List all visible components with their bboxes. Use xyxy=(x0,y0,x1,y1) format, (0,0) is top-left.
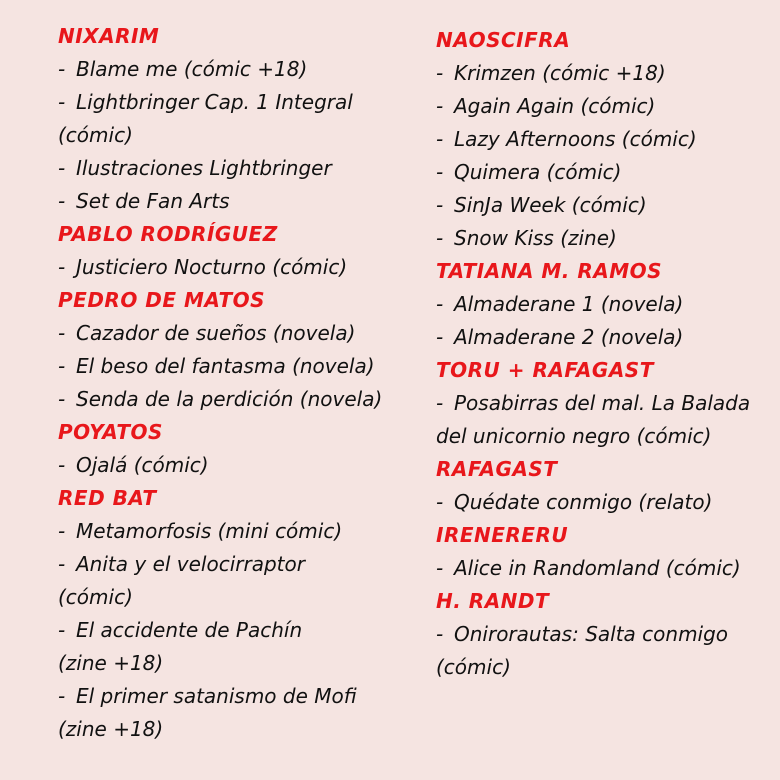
list-dash: - xyxy=(58,156,66,180)
item-title: (cómic) xyxy=(58,123,133,147)
item-title: Anita y el velocirraptor xyxy=(76,552,305,576)
item-title: Ojalá (cómic) xyxy=(76,453,209,477)
list-item xyxy=(58,185,398,218)
list-dash: - xyxy=(436,292,444,316)
item-title: Posabirras del mal. La Balada xyxy=(454,391,751,415)
item-title: Quédate conmigo (relato) xyxy=(454,490,713,514)
list-dash: - xyxy=(58,519,66,543)
list-item xyxy=(436,57,766,90)
item-title: Set de Fan Arts xyxy=(76,189,230,213)
list-item xyxy=(436,387,766,453)
list-item xyxy=(58,53,398,86)
list-item xyxy=(436,552,766,585)
item-title: (zine +18) xyxy=(58,717,164,741)
list-dash: - xyxy=(436,160,444,184)
list-item xyxy=(436,123,766,156)
list-dash: - xyxy=(58,552,66,576)
item-title: El accidente de Pachín xyxy=(76,618,303,642)
list-dash: - xyxy=(436,622,444,646)
list-dash: - xyxy=(58,354,66,378)
list-item xyxy=(436,618,766,684)
list-dash: - xyxy=(58,90,66,114)
item-title: Senda de la perdición (novela) xyxy=(76,387,383,411)
item-title: Justiciero Nocturno (cómic) xyxy=(76,255,348,279)
item-title: del unicornio negro (cómic) xyxy=(436,424,712,448)
item-title: SinJa Week (cómic) xyxy=(454,193,647,217)
list-dash: - xyxy=(436,325,444,349)
list-item xyxy=(436,321,766,354)
author-heading: NAOSCIFRA xyxy=(436,28,571,52)
list-item xyxy=(58,548,398,614)
list-dash: - xyxy=(436,193,444,217)
item-title: Onirorautas: Salta conmigo xyxy=(454,622,729,646)
item-title: Metamorfosis (mini cómic) xyxy=(76,519,343,543)
list-item xyxy=(58,515,398,548)
author-heading: RED BAT xyxy=(58,486,157,510)
item-title: Lightbringer Cap. 1 Integral xyxy=(76,90,353,114)
list-dash: - xyxy=(436,556,444,580)
list-dash: - xyxy=(58,453,66,477)
list-dash: - xyxy=(436,226,444,250)
list-item xyxy=(436,156,766,189)
list-item xyxy=(58,383,398,416)
item-title: Cazador de sueños (novela) xyxy=(76,321,356,345)
list-item xyxy=(436,288,766,321)
author-heading: NIXARIM xyxy=(58,24,160,48)
item-title: Almaderane 1 (novela) xyxy=(454,292,684,316)
list-dash: - xyxy=(436,127,444,151)
list-item xyxy=(58,86,398,152)
item-title: Alice in Randomland (cómic) xyxy=(454,556,741,580)
list-dash: - xyxy=(58,57,66,81)
list-item xyxy=(58,449,398,482)
list-dash: - xyxy=(58,684,66,708)
list-dash: - xyxy=(58,255,66,279)
list-dash: - xyxy=(58,189,66,213)
item-title: Snow Kiss (zine) xyxy=(454,226,617,250)
list-dash: - xyxy=(58,387,66,411)
list-dash: - xyxy=(436,94,444,118)
list-item xyxy=(436,486,766,519)
list-item xyxy=(58,317,398,350)
author-heading: IRENERERU xyxy=(436,523,569,547)
author-heading: POYATOS xyxy=(58,420,163,444)
list-dash: - xyxy=(58,321,66,345)
left-column xyxy=(58,20,398,746)
list-dash: - xyxy=(58,618,66,642)
author-heading: PABLO RODRÍGUEZ xyxy=(58,222,278,246)
item-title: Ilustraciones Lightbringer xyxy=(76,156,332,180)
item-title: (zine +18) xyxy=(58,651,164,675)
author-heading: H. RANDT xyxy=(436,589,550,613)
list-item xyxy=(436,222,766,255)
item-title: Blame me (cómic +18) xyxy=(76,57,308,81)
list-item xyxy=(436,189,766,222)
author-heading: RAFAGAST xyxy=(436,457,558,481)
item-title: Again Again (cómic) xyxy=(454,94,656,118)
item-title: (cómic) xyxy=(58,585,133,609)
list-dash: - xyxy=(436,391,444,415)
list-dash: - xyxy=(436,490,444,514)
item-title: (cómic) xyxy=(436,655,511,679)
item-title: Quimera (cómic) xyxy=(454,160,622,184)
item-title: El beso del fantasma (novela) xyxy=(76,354,375,378)
item-title: Lazy Afternoons (cómic) xyxy=(454,127,697,151)
list-item xyxy=(58,350,398,383)
item-title: Krimzen (cómic +18) xyxy=(454,61,666,85)
list-item xyxy=(58,680,398,746)
list-item xyxy=(58,152,398,185)
author-heading: PEDRO DE MATOS xyxy=(58,288,266,312)
item-title: Almaderane 2 (novela) xyxy=(454,325,684,349)
author-heading: TATIANA M. RAMOS xyxy=(436,259,663,283)
list-item xyxy=(58,614,398,680)
item-title: El primer satanismo de Mofi xyxy=(76,684,357,708)
list-item xyxy=(436,90,766,123)
list-item xyxy=(58,251,398,284)
list-dash: - xyxy=(436,61,444,85)
right-column xyxy=(436,24,766,684)
author-heading: TORU + RAFAGAST xyxy=(436,358,654,382)
